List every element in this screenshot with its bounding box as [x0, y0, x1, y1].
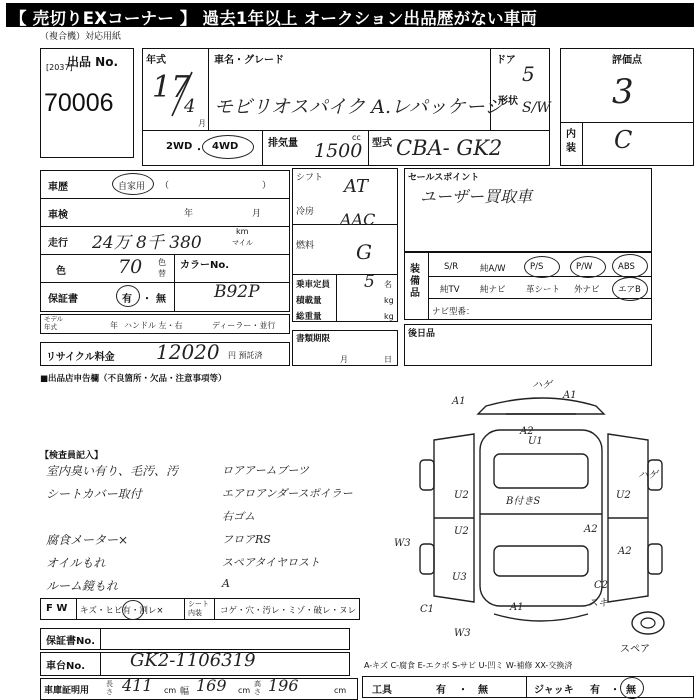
equip-airbag[interactable]: エアB	[618, 285, 641, 295]
drive-separator: ・	[194, 145, 204, 156]
sales-value: ユーザー買取車	[420, 187, 533, 206]
note-left-4: オイルもれ	[46, 556, 106, 570]
capacity-unit: 名	[384, 280, 392, 289]
capacity-label: 乗車定員	[296, 280, 331, 290]
fw-text: キズ・ヒビ有・割レ×	[80, 606, 164, 616]
jack-circle	[620, 677, 644, 699]
navi-model-label: ナビ型番：	[432, 307, 475, 317]
weight-unit: kg	[384, 312, 394, 321]
mark-w3-left: W3	[394, 538, 411, 549]
tool-sep: ・	[458, 685, 468, 696]
weight-label: 総重量	[296, 312, 322, 322]
spare-label: スペア	[620, 644, 650, 655]
length-unit: cm	[164, 686, 177, 695]
history-label: 車歴	[48, 182, 68, 193]
equip-extnavi[interactable]: 外ナビ	[574, 285, 600, 295]
note-right-5: A	[222, 577, 230, 590]
equip-ps[interactable]: P/S	[530, 262, 544, 272]
tool-row	[362, 676, 694, 698]
drive-circle	[202, 135, 254, 159]
month-value: 4	[184, 96, 196, 117]
score-value: 3	[612, 72, 634, 112]
doors-label: ドア	[496, 55, 516, 66]
length-value: 411	[122, 676, 153, 695]
note-right-3: フロアRS	[222, 533, 271, 546]
equip-airbag-circle	[612, 277, 648, 301]
car-name-label: 車名・グレード	[214, 55, 284, 66]
note-right-0: ロアアームブーツ	[222, 464, 309, 477]
mark-a2-right-2: A2	[618, 546, 632, 557]
mark-c1: C1	[420, 604, 435, 615]
shift-value: AT	[344, 176, 369, 197]
color-change-label: 色替	[158, 258, 166, 278]
inspector-label: 【検査員記入】	[40, 451, 104, 461]
interior-value: C	[614, 126, 633, 154]
month-unit: 月	[198, 119, 206, 128]
doc-month: 月	[340, 355, 348, 364]
model-year-unit: 年	[110, 321, 118, 330]
mark-a2-roof: A2	[520, 426, 534, 437]
fuel-value: G	[356, 240, 372, 264]
history-paren-open: （	[160, 181, 170, 191]
mark-w3-bottom: W3	[454, 628, 471, 639]
fuel-label: 燃料	[296, 241, 315, 251]
shape-label: 形状	[498, 96, 518, 107]
model-value: CBA- GK2	[396, 136, 503, 160]
inspection-month-unit: 月	[252, 209, 262, 219]
warranty-yes[interactable]: 有	[122, 294, 132, 305]
mark-a2-right: A2	[584, 524, 598, 535]
mark-a1-top-left: A1	[452, 396, 466, 407]
shift-label: シフト	[296, 173, 324, 183]
recycle-value: 12020	[156, 340, 220, 364]
mark-ski: スキ	[588, 598, 608, 609]
lot-box	[40, 48, 134, 158]
drive-2wd[interactable]: 2WD	[166, 141, 193, 152]
tool-yes[interactable]: 有	[436, 685, 446, 696]
mileage-label: 走行	[48, 238, 68, 249]
score-label: 評価点	[612, 55, 642, 66]
handle-label: ハンドル 左・右	[124, 321, 183, 330]
inspector-notes-right	[222, 462, 392, 600]
ac-value: AAC	[340, 210, 376, 229]
recycle-label: リサイクル料金	[46, 352, 115, 363]
color-label: 色	[56, 266, 66, 277]
height-unit: cm	[334, 686, 347, 695]
mark-u1-roof: U1	[528, 436, 543, 447]
note-right-1: エアロアンダースポイラー	[222, 487, 353, 500]
attach-label: 後日品	[408, 329, 436, 339]
attach-box	[404, 324, 652, 366]
history-paren-close: ）	[262, 181, 272, 191]
mileage-value: 24万 8千 380	[92, 233, 202, 253]
equip-sr[interactable]: S/R	[444, 262, 459, 272]
mark-hage-right: ハゲ	[638, 470, 658, 481]
car-condition-diagram	[394, 374, 700, 639]
drive-4wd[interactable]: 4WD	[212, 141, 239, 152]
mark-a1-bottom: A1	[510, 602, 524, 613]
ac-label: 冷房	[296, 207, 315, 217]
equip-tv[interactable]: 純TV	[440, 285, 460, 295]
warranty-no[interactable]: 無	[156, 294, 166, 305]
year-value: 17	[152, 70, 191, 105]
warranty-sep: ・	[142, 294, 152, 305]
interior-label: 内装	[566, 129, 576, 154]
fw-circle	[122, 600, 144, 620]
legend: A-キズ C-腐食 E-エクボ S-サビ U-凹ミ W-補修 XX-交換済	[364, 661, 573, 670]
warranty-circle	[116, 285, 140, 307]
chassis-value: GK2-1106319	[130, 650, 256, 671]
displacement-label: 排気量	[268, 138, 298, 149]
mark-u2-left-b: U2	[454, 526, 469, 537]
jack-no[interactable]: 無	[626, 685, 636, 696]
color-value: 70	[118, 256, 143, 278]
note-left-5: ルーム鏡もれ	[46, 579, 119, 593]
year-label: 年式	[146, 55, 166, 66]
capacity-value: 5	[364, 272, 375, 292]
equipment-label: 装備品	[410, 264, 420, 299]
equip-pw-circle	[570, 256, 606, 278]
sales-label: セールスポイント	[408, 173, 480, 183]
header-title: 【 売切りEXコーナー 】 過去1年以上 オークション出品歴がない車両	[10, 9, 538, 28]
note-right-2: 右ゴム	[222, 510, 255, 523]
doc-day: 日	[384, 355, 392, 364]
seat-label: シート内装	[188, 600, 209, 617]
note-left-2	[46, 508, 216, 531]
mileage-km: km	[236, 227, 249, 236]
mileage-mile: マイル	[232, 239, 253, 247]
mark-a1-top-right: A1	[563, 390, 577, 401]
mark-hage-top: ハゲ	[532, 380, 552, 391]
height-value: 196	[268, 676, 299, 695]
load-unit: kg	[384, 296, 394, 305]
mark-u2-left: U2	[454, 490, 469, 501]
model-year-label: モデル年式	[44, 315, 64, 331]
load-label: 積載量	[296, 296, 322, 306]
height-label: 高さ	[254, 680, 261, 696]
equip-aw[interactable]: 純A/W	[480, 264, 506, 274]
inspection-label: 車検	[48, 210, 68, 221]
car-name-value: モビリオスパイク A.レパッケージ	[214, 96, 504, 118]
length-label: 長さ	[106, 680, 113, 696]
fw-label: F W	[46, 603, 68, 614]
color-no-label: カラーNo.	[180, 260, 230, 271]
lot-label: 出品 No.	[67, 55, 119, 69]
lot-number: 70006	[44, 89, 114, 117]
spare-tire-icon	[628, 608, 668, 638]
remarks-label: ■出品店申告欄（不良箇所・欠品・注意事項等）	[40, 374, 227, 384]
width-unit: cm	[238, 686, 251, 695]
jack-label: ジャッキ	[534, 685, 574, 696]
note-left-3: 腐食メーター×	[46, 533, 129, 547]
equip-abs-circle	[612, 254, 648, 278]
seat-text: コゲ・穴・汚レ・ミゾ・破レ・ヌレ	[220, 606, 357, 616]
equip-pw[interactable]: P/W	[576, 262, 593, 272]
note-left-1: シートカバー取付	[46, 487, 142, 501]
equip-abs[interactable]: ABS	[618, 262, 635, 272]
displacement-unit: cc	[352, 133, 361, 142]
history-circle	[112, 173, 154, 195]
warranty-label: 保証書	[48, 294, 78, 305]
equip-navi[interactable]: 純ナビ	[480, 285, 506, 295]
doors-value: 5	[522, 62, 535, 86]
equip-ps-circle	[524, 256, 560, 278]
header-subtitle: （複合機）対応用紙	[40, 32, 122, 42]
equip-seat[interactable]: 革シート	[526, 285, 561, 295]
shape-value: S/W	[522, 100, 551, 116]
jack-sep: ・	[610, 685, 620, 696]
mark-u3: U3	[452, 572, 467, 583]
width-value: 169	[196, 676, 227, 695]
width-label: 幅	[180, 687, 190, 697]
note-right-4: スペアタイヤロスト	[222, 556, 321, 569]
note-left-0: 室内臭い有り、毛汚、汚	[46, 464, 179, 478]
history-value: 自家用	[118, 182, 146, 192]
dealer-label: ディーラー・並行	[212, 321, 276, 330]
lot-code: [2037]	[46, 63, 73, 72]
doc-label: 書類期限	[296, 334, 331, 344]
mark-u2-right: U2	[616, 490, 631, 501]
jack-yes[interactable]: 有	[590, 685, 600, 696]
color-no-value: B92P	[214, 282, 260, 302]
header-bar	[6, 3, 694, 27]
mark-bs-center: B付きS	[506, 496, 541, 507]
inspection-year-unit: 年	[184, 209, 194, 219]
model-label: 型式	[372, 138, 392, 149]
mark-c2: C2	[594, 580, 609, 591]
tool-no[interactable]: 無	[478, 685, 488, 696]
displacement-value: 1500	[314, 140, 363, 162]
cert-label: 保証書No.	[46, 636, 96, 647]
tool-label: 工具	[372, 685, 392, 696]
chassis-label: 車台No.	[46, 661, 86, 672]
size-label: 車庫証明用	[44, 686, 90, 696]
inspector-notes-left	[46, 462, 216, 600]
recycle-unit: 円 預託済	[228, 351, 263, 360]
